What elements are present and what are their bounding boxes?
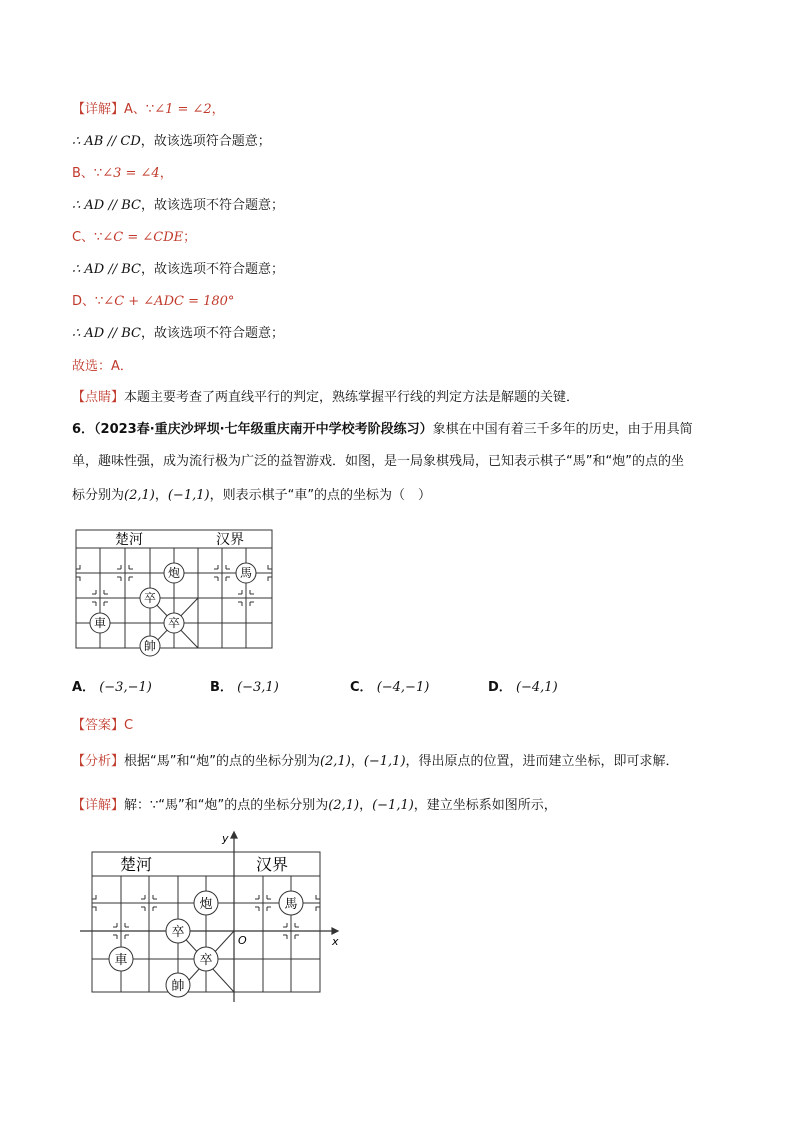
piece-shuai [140,636,160,656]
detail2-coord1: (2,1) [328,798,360,813]
q6-number: 6． [72,422,95,437]
detail2-text-a: 解：∵“馬”和“炮”的点的坐标分别为 [124,798,329,813]
detail-line-c-conclusion [72,260,284,280]
detail2-text-b: ，建立坐标系如图所示， [413,798,557,813]
piece-zu [194,947,218,971]
board2-label-right: 汉界 [256,855,289,874]
detail-line-a [72,100,225,120]
detail2-coord2: (−1,1) [372,798,414,813]
detail-line-a-conclusion [72,132,271,152]
detail-a-suffix: ， [211,102,225,117]
q6-coord1: (2,1) [124,488,155,503]
analysis-line [72,752,679,772]
comment-tag: 【点睛】 [72,390,125,405]
svg-text:炮: 炮 [199,897,213,912]
detail-b-suffix: ， [159,166,173,181]
detail2-tag: 【详解】 [72,798,125,813]
analysis-sep: ， [350,754,364,769]
option-b[interactable]: B． (−3,1) [210,680,279,695]
detail-c-math: ∠C = ∠CDE [102,230,184,245]
piece-che [109,947,133,971]
detail-a-math: ∠1 = ∠2 [154,102,212,117]
detail2-sep: ， [359,798,373,813]
q6-line2: 单，趣味性强，成为流行极为广泛的益智游戏．如图，是一局象棋残局，已知表示棋子“馬”和“炮”的点的坐 [72,454,684,469]
q6-line1 [72,420,693,440]
piece-ma [279,891,303,915]
piece-pao [164,563,184,583]
piece-zu [166,919,190,943]
piece-shuai [166,973,190,997]
detail-d-conc-math: ∴ AD // BC [72,326,141,341]
detail-b-math: ∠3 = ∠4 [102,166,160,181]
q6-sep: ， [154,488,168,503]
piece-che [90,613,110,633]
axis-x-label: x [332,935,339,948]
svg-text:卒: 卒 [143,591,157,605]
analysis-tag: 【分析】 [72,754,125,769]
detail-c-suffix: ； [183,230,197,245]
analysis-text-a: 根据“馬”和“炮”的点的坐标分别为 [124,754,320,769]
answer-line [72,716,133,736]
detail-b-prefix: B、∵ [72,166,103,181]
board-label-right: 汉界 [216,532,244,548]
board2-label-left: 楚河 [120,855,153,874]
detail-d-math: ∠C + ∠ADC = 180° [103,294,235,309]
option-c[interactable]: C． (−4,−1) [350,680,430,695]
q6-line3-b: ，则表示棋子“車”的点的坐标为（ ） [209,488,432,503]
piece-pao [194,891,218,915]
detail-line-b [72,164,173,184]
q6-coord2: (−1,1) [167,488,210,503]
piece-zu [140,588,160,608]
analysis-text-b: ，得出原点的位置，进而建立坐标，即可求解． [405,754,679,769]
detail-line-d-conclusion [72,324,284,344]
detail-a-conc-math: ∴ AB // CD [72,134,141,149]
board-label-left: 楚河 [115,532,143,548]
svg-text:炮: 炮 [167,566,181,580]
detail-c-conc-text: ，故该选项不符合题意； [140,262,284,277]
detail-choice: 故选：A． [72,359,133,374]
svg-text:帥: 帥 [171,979,185,994]
detail-line-b-conclusion [72,196,284,216]
q6-line3 [72,486,431,506]
comment-text: 本题主要考查了两直线平行的判定，熟练掌握平行线的判定方法是解题的关键． [124,390,580,405]
q6-source: （2023春·重庆沙坪坝·七年级重庆南开中学校考阶段练习） [94,422,433,437]
detail-b-conc-text: ，故该选项不符合题意； [140,198,284,213]
answer-tag: 【答案】 [72,718,125,733]
svg-text:卒: 卒 [199,953,213,968]
piece-zu [164,613,184,633]
origin-label: O [238,934,247,947]
detail-tag: 【详解】 [72,102,125,117]
analysis-coord2: (−1,1) [363,754,406,769]
option-a[interactable]: A． (−3,−1) [72,680,152,695]
detail2-line [72,796,557,816]
detail-d-conc-text: ，故该选项不符合题意； [140,326,284,341]
detail-d-prefix: D、∵ [72,294,104,309]
detail-a-conc-text: ，故该选项符合题意； [140,134,271,149]
piece-ma [236,563,256,583]
answer-value: C [124,718,134,733]
axis-y-label: y [222,832,229,845]
detail-b-conc-math: ∴ AD // BC [72,198,141,213]
q6-line3-a: 标分别为 [72,488,125,503]
detail-a-prefix: A、∵ [124,102,155,117]
svg-text:卒: 卒 [171,925,185,940]
svg-text:車: 車 [114,953,128,968]
svg-text:馬: 馬 [284,897,298,912]
chess-board-figure [70,526,282,662]
detail-c-prefix: C、∵ [72,230,103,245]
analysis-coord1: (2,1) [319,754,351,769]
svg-text:帥: 帥 [143,639,157,653]
detail-c-conc-math: ∴ AD // BC [72,262,141,277]
chess-board-axes-figure [80,830,350,1008]
svg-text:卒: 卒 [167,616,181,630]
comment-line [72,388,579,408]
q6-line1-text: 象棋在中国有着三千多年的历史，由于用具简 [432,422,693,437]
option-d[interactable]: D． (−4,1) [488,680,558,695]
svg-text:馬: 馬 [239,566,253,580]
detail-line-d [72,292,234,312]
detail-line-c [72,228,196,248]
svg-text:車: 車 [93,616,107,630]
